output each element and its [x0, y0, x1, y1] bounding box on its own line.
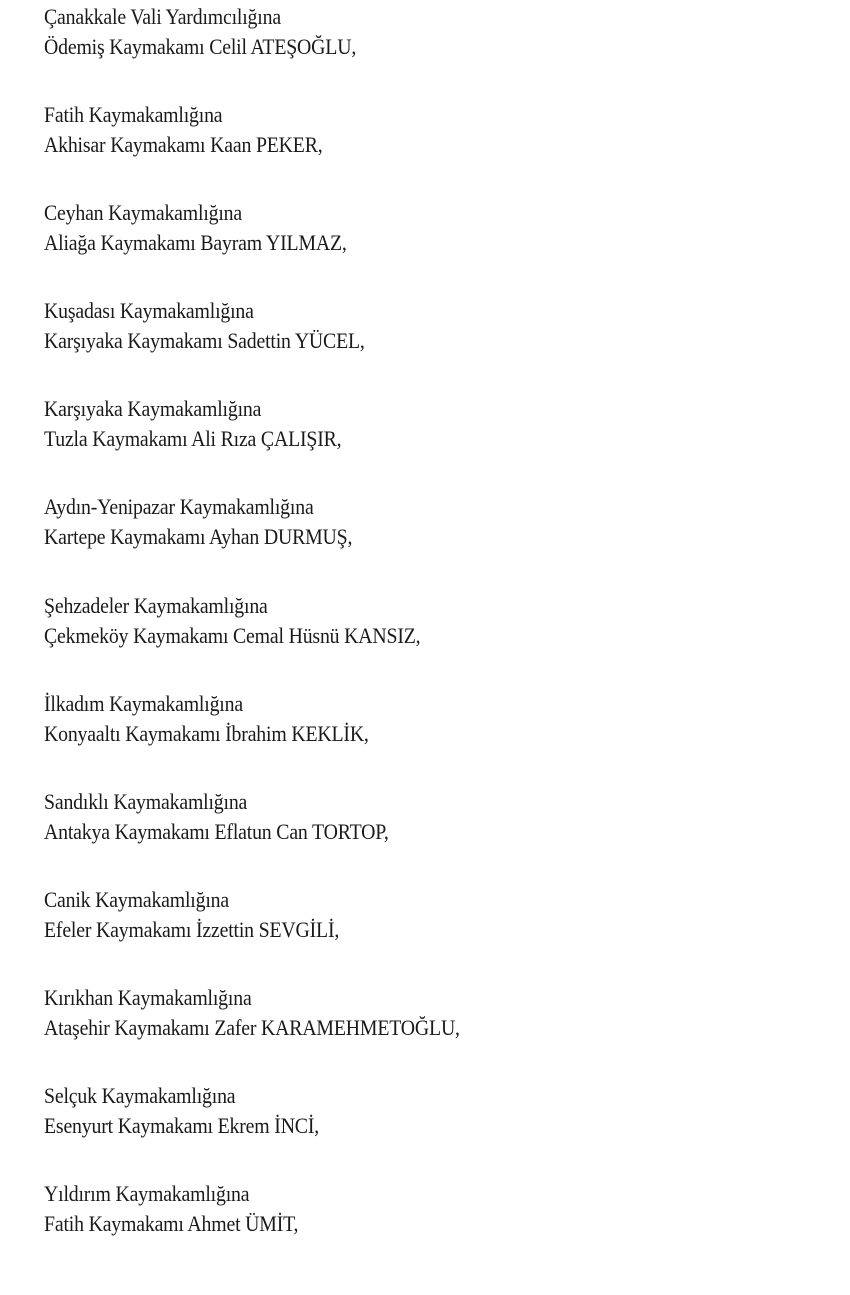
appointment-entry — [44, 689, 506, 787]
appointee-name: Fatih Kaymakamı Ahmet ÜMİT, — [44, 1211, 299, 1237]
post-title: Kuşadası Kaymakamlığına — [44, 298, 254, 324]
appointment-entry — [44, 1081, 506, 1179]
post-title: Aydın-Yenipazar Kaymakamlığına — [44, 494, 314, 520]
post-title: İlkadım Kaymakamlığına — [44, 690, 243, 716]
post-title: Karşıyaka Kaymakamlığına — [44, 396, 262, 422]
appointee-name: Konyaaltı Kaymakamı İbrahim KEKLİK, — [44, 720, 369, 746]
appointment-entry — [44, 296, 506, 394]
appointment-list — [44, 2, 506, 1277]
appointment-entry — [44, 100, 506, 198]
appointee-name: Tuzla Kaymakamı Ali Rıza ÇALIŞIR, — [44, 426, 342, 452]
appointee-name: Ataşehir Kaymakamı Zafer KARAMEHMETOĞLU, — [44, 1014, 460, 1040]
post-title: Ceyhan Kaymakamlığına — [44, 200, 243, 226]
appointment-entry — [44, 394, 506, 492]
post-title: Yıldırım Kaymakamlığına — [44, 1181, 250, 1207]
post-title: Şehzadeler Kaymakamlığına — [44, 592, 268, 618]
appointment-entry — [44, 787, 506, 885]
appointee-name: Karşıyaka Kaymakamı Sadettin YÜCEL, — [44, 328, 365, 354]
appointee-name: Çekmeköy Kaymakamı Cemal Hüsnü KANSIZ, — [44, 622, 421, 648]
post-title: Sandıklı Kaymakamlığına — [44, 788, 248, 814]
post-title: Selçuk Kaymakamlığına — [44, 1083, 236, 1109]
appointment-entry — [44, 2, 506, 100]
post-title: Çanakkale Vali Yardımcılığına — [44, 4, 281, 29]
appointee-name: Akhisar Kaymakamı Kaan PEKER, — [44, 132, 323, 158]
appointment-entry — [44, 1179, 506, 1277]
appointment-entry — [44, 983, 506, 1081]
post-title: Kırıkhan Kaymakamlığına — [44, 984, 252, 1010]
appointment-entry — [44, 492, 506, 590]
appointee-name: Ödemiş Kaymakamı Celil ATEŞOĞLU, — [44, 34, 357, 59]
post-title: Fatih Kaymakamlığına — [44, 102, 223, 128]
appointment-entry — [44, 885, 506, 983]
post-title: Canik Kaymakamlığına — [44, 886, 230, 912]
appointee-name: Efeler Kaymakamı İzzettin SEVGİLİ, — [44, 916, 340, 942]
appointee-name: Aliağa Kaymakamı Bayram YILMAZ, — [44, 230, 347, 256]
appointment-entry — [44, 591, 506, 689]
appointee-name: Esenyurt Kaymakamı Ekrem İNCİ, — [44, 1113, 320, 1139]
appointee-name: Kartepe Kaymakamı Ayhan DURMUŞ, — [44, 524, 353, 550]
appointment-entry — [44, 198, 506, 296]
appointee-name: Antakya Kaymakamı Eflatun Can TORTOP, — [44, 818, 389, 844]
